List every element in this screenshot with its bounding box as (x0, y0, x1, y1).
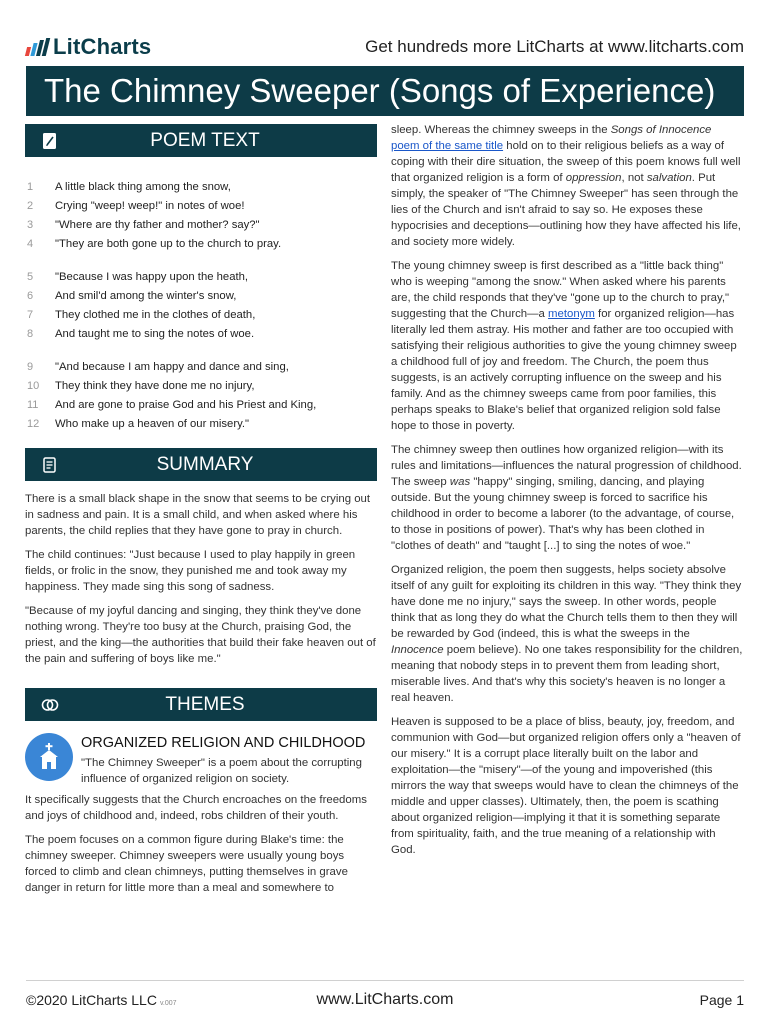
line-number: 8 (27, 328, 34, 340)
line-number: 9 (27, 361, 34, 373)
theme-title: ORGANIZED RELIGION AND CHILDHOOD (81, 735, 366, 751)
poem-line (25, 396, 377, 415)
poem-line (25, 235, 377, 254)
summary-paragraph: There is a small black shape in the snow that seems to be crying out in sadness and pain. It is a small child, and when asked where his parents, the child replies that they have gone to pray in church. (25, 493, 371, 537)
line-text: They clothed me in the clothes of death, (55, 309, 256, 321)
line-number: 10 (27, 380, 40, 392)
analysis-paragraph-3: The chimney sweep then outlines how organized religion—with its rules and limitations—influences the natural progression of childhood. The sweep was "happy" singing, smiling, dancing, and playing outside. But the young chimney sweep is forced to sacrifice his childhood in order to become a laborer (to the advantage, of course, to those in positions of power). That's why has been clothed in "clothes of death" and "taught [...] to sing the notes of woe." (391, 444, 742, 552)
poem-stanza (25, 358, 377, 434)
page-title: The Chimney Sweeper (Songs of Experience) (26, 66, 744, 116)
top-bar (26, 34, 744, 62)
poem-line (25, 197, 377, 216)
line-text: A little black thing among the snow, (55, 181, 231, 193)
analysis-paragraph-1: sleep. Whereas the chimney sweeps in the Songs of Innocence poem of the same title hold on to their religious beliefs as a way of coping with their dire situation, the sweep of this poem knows full well that organized religion is a form of oppression, not salvation. Put simply, the speaker of "The Chimney Sweeper" has seen through the lies of the Church and isn't afraid to say so. He exposes these hypocrisies and deceptions—outlining how they have affected his life, and society more widely. (391, 124, 741, 248)
analysis-paragraph-2: The young chimney sweep is first described as a "little back thing" who is weeping "among the snow." When asked where his parents are, the child responds that they've "gone up to the church to pray," suggesting that the Church—a metonym for organized religion—has literally led them astray. His mother and father are too occupied with satisfying their religious authorities to give the young chimney sweep a childhood full of joy and freedom. The Church, the poem thus suggests, is an actively corrupting influence on the sweep and his family. And as the chimney sweeps came from poor families, this perhaps speaks to Blake's belief that organized religion sold false hope to those in poverty. (391, 260, 737, 432)
litcharts-logo[interactable] (26, 34, 151, 60)
themes-header (25, 688, 377, 721)
line-text: "And because I am happy and dance and sing, (55, 361, 289, 373)
logo-bars-icon (26, 38, 48, 56)
line-text: "Where are thy father and mother? say?" (55, 219, 260, 231)
theme-intro-continued: It specifically suggests that the Church encroaches on the freedoms and joys of childhood and, indeed, robs children of their youth. (25, 794, 367, 822)
poem-line (25, 287, 377, 306)
line-number: 7 (27, 309, 34, 321)
line-text: And taught me to sing the notes of woe. (55, 328, 255, 340)
line-text: Who make up a heaven of our misery." (55, 418, 250, 430)
footer-divider (26, 980, 744, 981)
analysis-paragraph-5: Heaven is supposed to be a place of bliss, beauty, joy, freedom, and communion with God—but organized religion offers only a "heaven of our misery." It is a corrupt place literally built on the labor and exploitation—the "misery"—of the young and impoverished (this mirrors the way that sweeps would have to clean the chimneys of the middle and upper classes). Ultimately, then, the poem is scathing about organized religion—implying it that it is something separate from spirituality, faith, and the true meaning of a relationship with God. (391, 716, 741, 856)
poem-text-header (25, 124, 377, 157)
poem-text-heading: POEM TEXT (150, 130, 260, 151)
line-number: 5 (27, 271, 34, 283)
poem-line (25, 377, 377, 396)
summary-paragraph: "Because of my joyful dancing and singing, they think they've done nothing wrong. They're too busy at the Church, praising God, the priest, and the king—the authorities that build their fake heaven out of the pain and suffering of boys like me." (25, 605, 376, 665)
summary-paragraph: The child continues: "Just because I used to play happily in green fields, or frolic in the snow, they punished me and took away my happiness. They made sing this song of sadness. (25, 549, 356, 593)
poem-line (25, 178, 377, 197)
line-number: 1 (27, 181, 34, 193)
line-text: And are gone to praise God and his Priest and King, (55, 399, 317, 411)
footer-page-number: Page 1 (699, 992, 744, 1008)
poem-line (25, 415, 377, 434)
church-icon (25, 733, 73, 781)
line-text: They think they have done me no injury, (55, 380, 255, 392)
line-number: 3 (27, 219, 34, 231)
poem-stanza (25, 268, 377, 344)
line-number: 6 (27, 290, 34, 302)
footer-version: v.007 (159, 1000, 177, 1007)
logo-text: LitCharts (53, 34, 152, 59)
header-tagline: Get hundreds more LitCharts at www.litcharts.com (365, 37, 744, 56)
metonym-link[interactable]: metonym (548, 308, 595, 320)
analysis-paragraph-4: Organized religion, the poem then suggests, helps society absolve itself of any guilt for exploiting its children in this way. "They think they have done me no injury," says the sweep. In other words, people think that as long they do what the Church tells them to then they will be rewarded by God (indeed, this is what the sweeps in the Innocence poem believe). No one takes responsibility for the children, meaning that nobody steps in to prevent them from leading short, miserable lives. And that's why this society's heaven is no longer a real heaven. (391, 564, 743, 704)
summary-heading: SUMMARY (156, 454, 254, 475)
poem-body (25, 178, 377, 434)
line-text: And smil'd among the winter's snow, (55, 290, 237, 302)
poem-line (25, 325, 377, 344)
poem-line (25, 268, 377, 287)
line-number: 12 (27, 418, 40, 430)
left-column (25, 124, 377, 904)
footer-copyright: ©2020 LitCharts LLC v.007 (26, 992, 177, 1008)
footer-site-link[interactable]: www.LitCharts.com (316, 991, 454, 1008)
line-text: "Because I was happy upon the heath, (55, 271, 249, 283)
theme-intro: "The Chimney Sweeper" is a poem about the corrupting influence of organized religion on society. (81, 757, 362, 785)
themes-heading: THEMES (165, 694, 245, 715)
summary-body (25, 491, 377, 667)
poem-line (25, 216, 377, 235)
footer (26, 990, 744, 1012)
theme-block (25, 733, 377, 793)
line-number: 11 (27, 399, 39, 411)
line-text: "They are both gone up to the church to pray. (55, 238, 282, 250)
line-text: Crying "weep! weep!" in notes of woe! (55, 200, 245, 212)
poem-same-title-link[interactable]: poem of the same title (391, 140, 504, 152)
poem-stanza (25, 178, 377, 254)
summary-header (25, 448, 377, 481)
line-number: 2 (27, 200, 34, 212)
poem-line (25, 358, 377, 377)
right-column (391, 122, 743, 866)
theme-paragraph: The poem focuses on a common figure during Blake's time: the chimney sweeper. Chimney sweepers were usually young boys forced to climb and clean chimneys, putting themselves in grave danger in return for little more than a meal and somewhere to (25, 834, 348, 894)
poem-line (25, 306, 377, 325)
line-number: 4 (27, 238, 34, 250)
